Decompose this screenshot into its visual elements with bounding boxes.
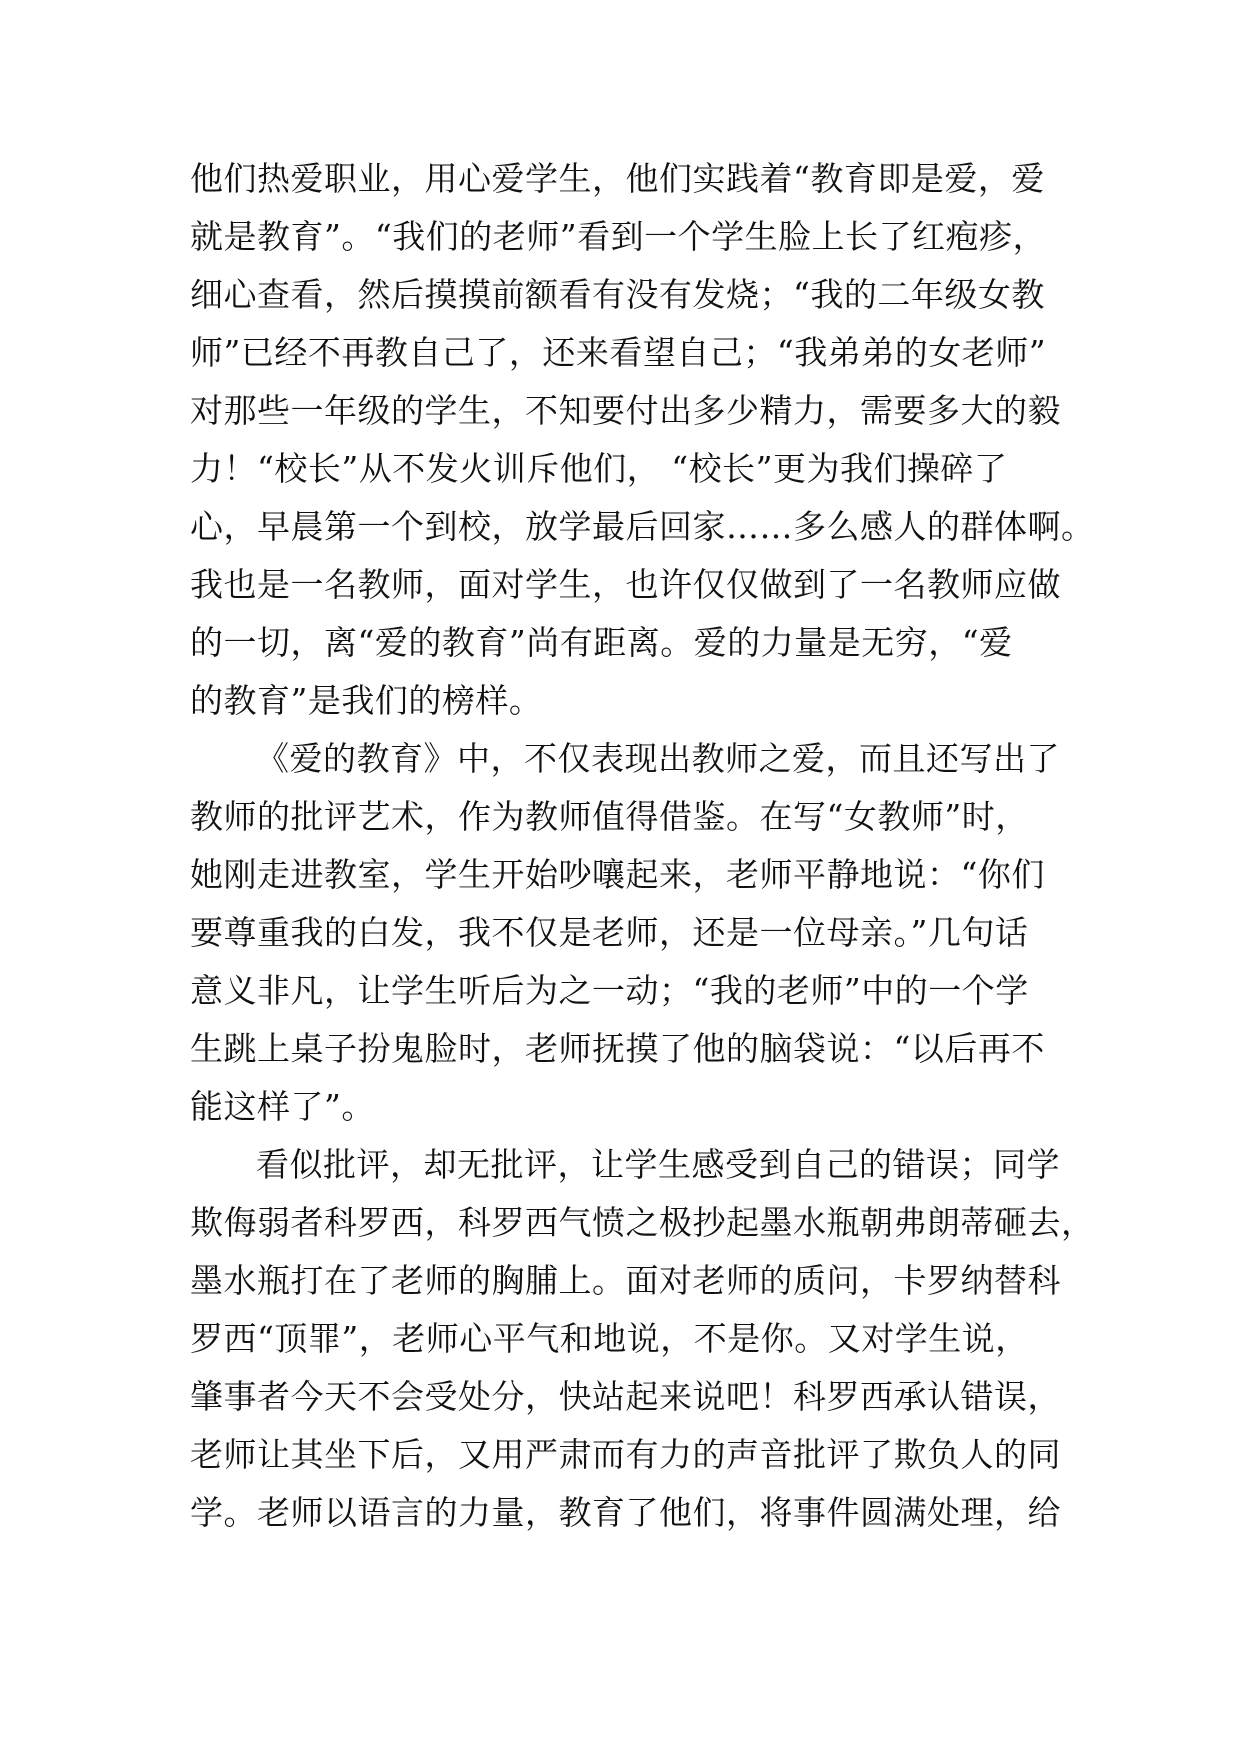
text-line: 学。老师以语言的力量，教育了他们，将事件圆满处理，给 xyxy=(190,1493,1061,1532)
text-line: 我也是一名教师，面对学生，也许仅仅做到了一名教师应做 xyxy=(190,565,1061,604)
text-line: 细心查看，然后摸摸前额看有没有发烧；“我的二年级女教 xyxy=(190,275,1045,314)
text-line: 要尊重我的白发，我不仅是老师，还是一位母亲。”几句话 xyxy=(190,913,1029,952)
text-line: 师”已经不再教自己了，还来看望自己；“我弟弟的女老师” xyxy=(190,333,1047,372)
text-line: 他们热爱职业，用心爱学生，他们实践着“教育即是爱，爱 xyxy=(190,159,1045,198)
text-line: 墨水瓶打在了老师的胸脯上。面对老师的质问，卡罗纳替科 xyxy=(190,1261,1061,1300)
text-line: 老师让其坐下后，又用严肃而有力的声音批评了欺负人的同 xyxy=(190,1435,1061,1474)
text-line: 欺侮弱者科罗西，科罗西气愤之极抄起墨水瓶朝弗朗蒂砸去， xyxy=(190,1203,1095,1242)
text-line: 力！“校长”从不发火训斥他们， “校长”更为我们操碎了 xyxy=(190,449,1008,488)
text-line: 就是教育”。“我们的老师”看到一个学生脸上长了红疱疹， xyxy=(190,217,1047,256)
text-line: 的一切，离“爱的教育”尚有距离。爱的力量是无穷，“爱 xyxy=(190,623,1013,662)
text-line: 对那些一年级的学生，不知要付出多少精力，需要多大的毅 xyxy=(190,391,1061,430)
text-line: 她刚走进教室，学生开始吵嚷起来，老师平静地说：“你们 xyxy=(190,855,1045,894)
text-line: 生跳上桌子扮鬼脸时，老师抚摸了他的脑袋说：“以后再不 xyxy=(190,1029,1045,1068)
text-line: 《爱的教育》中，不仅表现出教师之爱，而且还写出了 xyxy=(256,739,1060,778)
text-line: 意义非凡，让学生听后为之一动；“我的老师”中的一个学 xyxy=(190,971,1029,1010)
text-line: 肇事者今天不会受处分，快站起来说吧！科罗西承认错误， xyxy=(190,1377,1061,1416)
text-line: 教师的批评艺术，作为教师值得借鉴。在写“女教师”时， xyxy=(190,797,1029,836)
text-line: 罗西“顶罪”，老师心平气和地说，不是你。又对学生说， xyxy=(190,1319,1029,1358)
text-line: 能这样了”。 xyxy=(190,1087,375,1126)
text-line: 心，早晨第一个到校，放学最后回家……多么感人的群体啊。 xyxy=(190,507,1095,546)
text-line: 看似批评，却无批评，让学生感受到自己的错误；同学 xyxy=(256,1145,1060,1184)
text-line: 的教育”是我们的榜样。 xyxy=(190,681,543,720)
